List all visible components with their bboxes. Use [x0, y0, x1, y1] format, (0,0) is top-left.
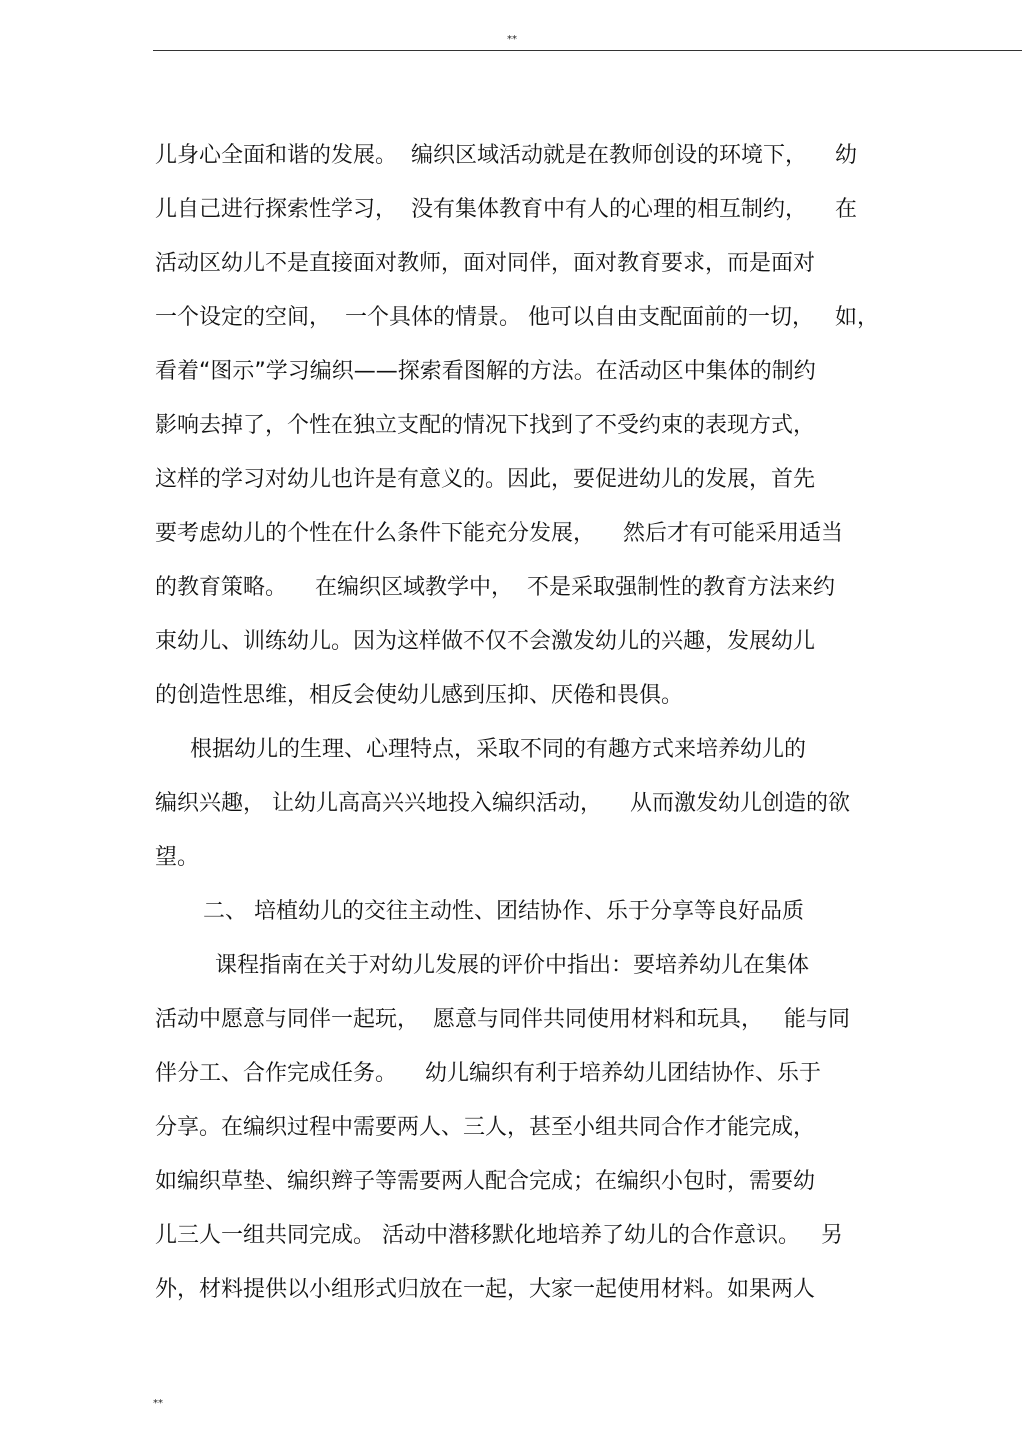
text-line: 活动中愿意与同伴一起玩， 愿意与同伴共同使用材料和玩具， 能与同	[155, 1007, 850, 1032]
text-line: 的教育策略。 在编织区域教学中， 不是采取强制性的教育方法来约	[155, 575, 835, 600]
text-line: 伴分工、合作完成任务。 幼儿编织有利于培养幼儿团结协作、乐于	[155, 1061, 821, 1086]
text-line: 儿自己进行探索性学习， 没有集体教育中有人的心理的相互制约， 在	[155, 197, 857, 222]
text-line: 这样的学习对幼儿也许是有意义的。因此，要促进幼儿的发展，首先	[155, 467, 816, 492]
text-line: 望。	[155, 845, 200, 870]
paragraph-start-line: 课程指南在关于对幼儿发展的评价中指出：要培养幼儿在集体	[215, 953, 810, 978]
text-line: 儿身心全面和谐的发展。 编织区域活动就是在教师创设的环境下， 幼	[155, 143, 857, 168]
text-line: 活动区幼儿不是直接面对教师，面对同伴，面对教育要求，而是面对	[155, 251, 816, 276]
text-line: 影响去掉了，个性在独立支配的情况下找到了不受约束的表现方式，	[155, 413, 816, 438]
text-line: 束幼儿、训练幼儿。因为这样做不仅不会激发幼儿的兴趣，发展幼儿	[155, 629, 816, 654]
paragraph-start-line: 根据幼儿的生理、心理特点，采取不同的有趣方式来培养幼儿的	[190, 737, 807, 762]
text-line: 外，材料提供以小组形式归放在一起，大家一起使用材料。如果两人	[155, 1277, 816, 1302]
text-line: 一个设定的空间， 一个具体的情景。 他可以自由支配面前的一切， 如，	[155, 305, 879, 330]
text-line: 要考虑幼儿的个性在什么条件下能充分发展， 然后才有可能采用适当	[155, 521, 843, 546]
text-line: 编织兴趣， 让幼儿高高兴兴地投入编织活动， 从而激发幼儿创造的欲	[155, 791, 850, 816]
text-line: 看着“图示”学习编织——探索看图解的方法。在活动区中集体的制约	[155, 359, 816, 384]
text-line: 的创造性思维，相反会使幼儿感到压抑、厌倦和畏俱。	[155, 683, 684, 708]
header-mark: **	[507, 34, 517, 45]
footer-mark: **	[153, 1398, 163, 1409]
section-heading: 二、 培植幼儿的交往主动性、团结协作、乐于分享等良好品质	[203, 899, 804, 924]
header-rule	[153, 50, 1022, 51]
text-line: 儿三人一组共同完成。 活动中潜移默化地培养了幼儿的合作意识。 另	[155, 1223, 843, 1248]
text-line: 如编织草垫、编织辫子等需要两人配合完成；在编织小包时，需要幼	[155, 1169, 816, 1194]
text-line: 分享。在编织过程中需要两人、三人，甚至小组共同合作才能完成，	[155, 1115, 816, 1140]
